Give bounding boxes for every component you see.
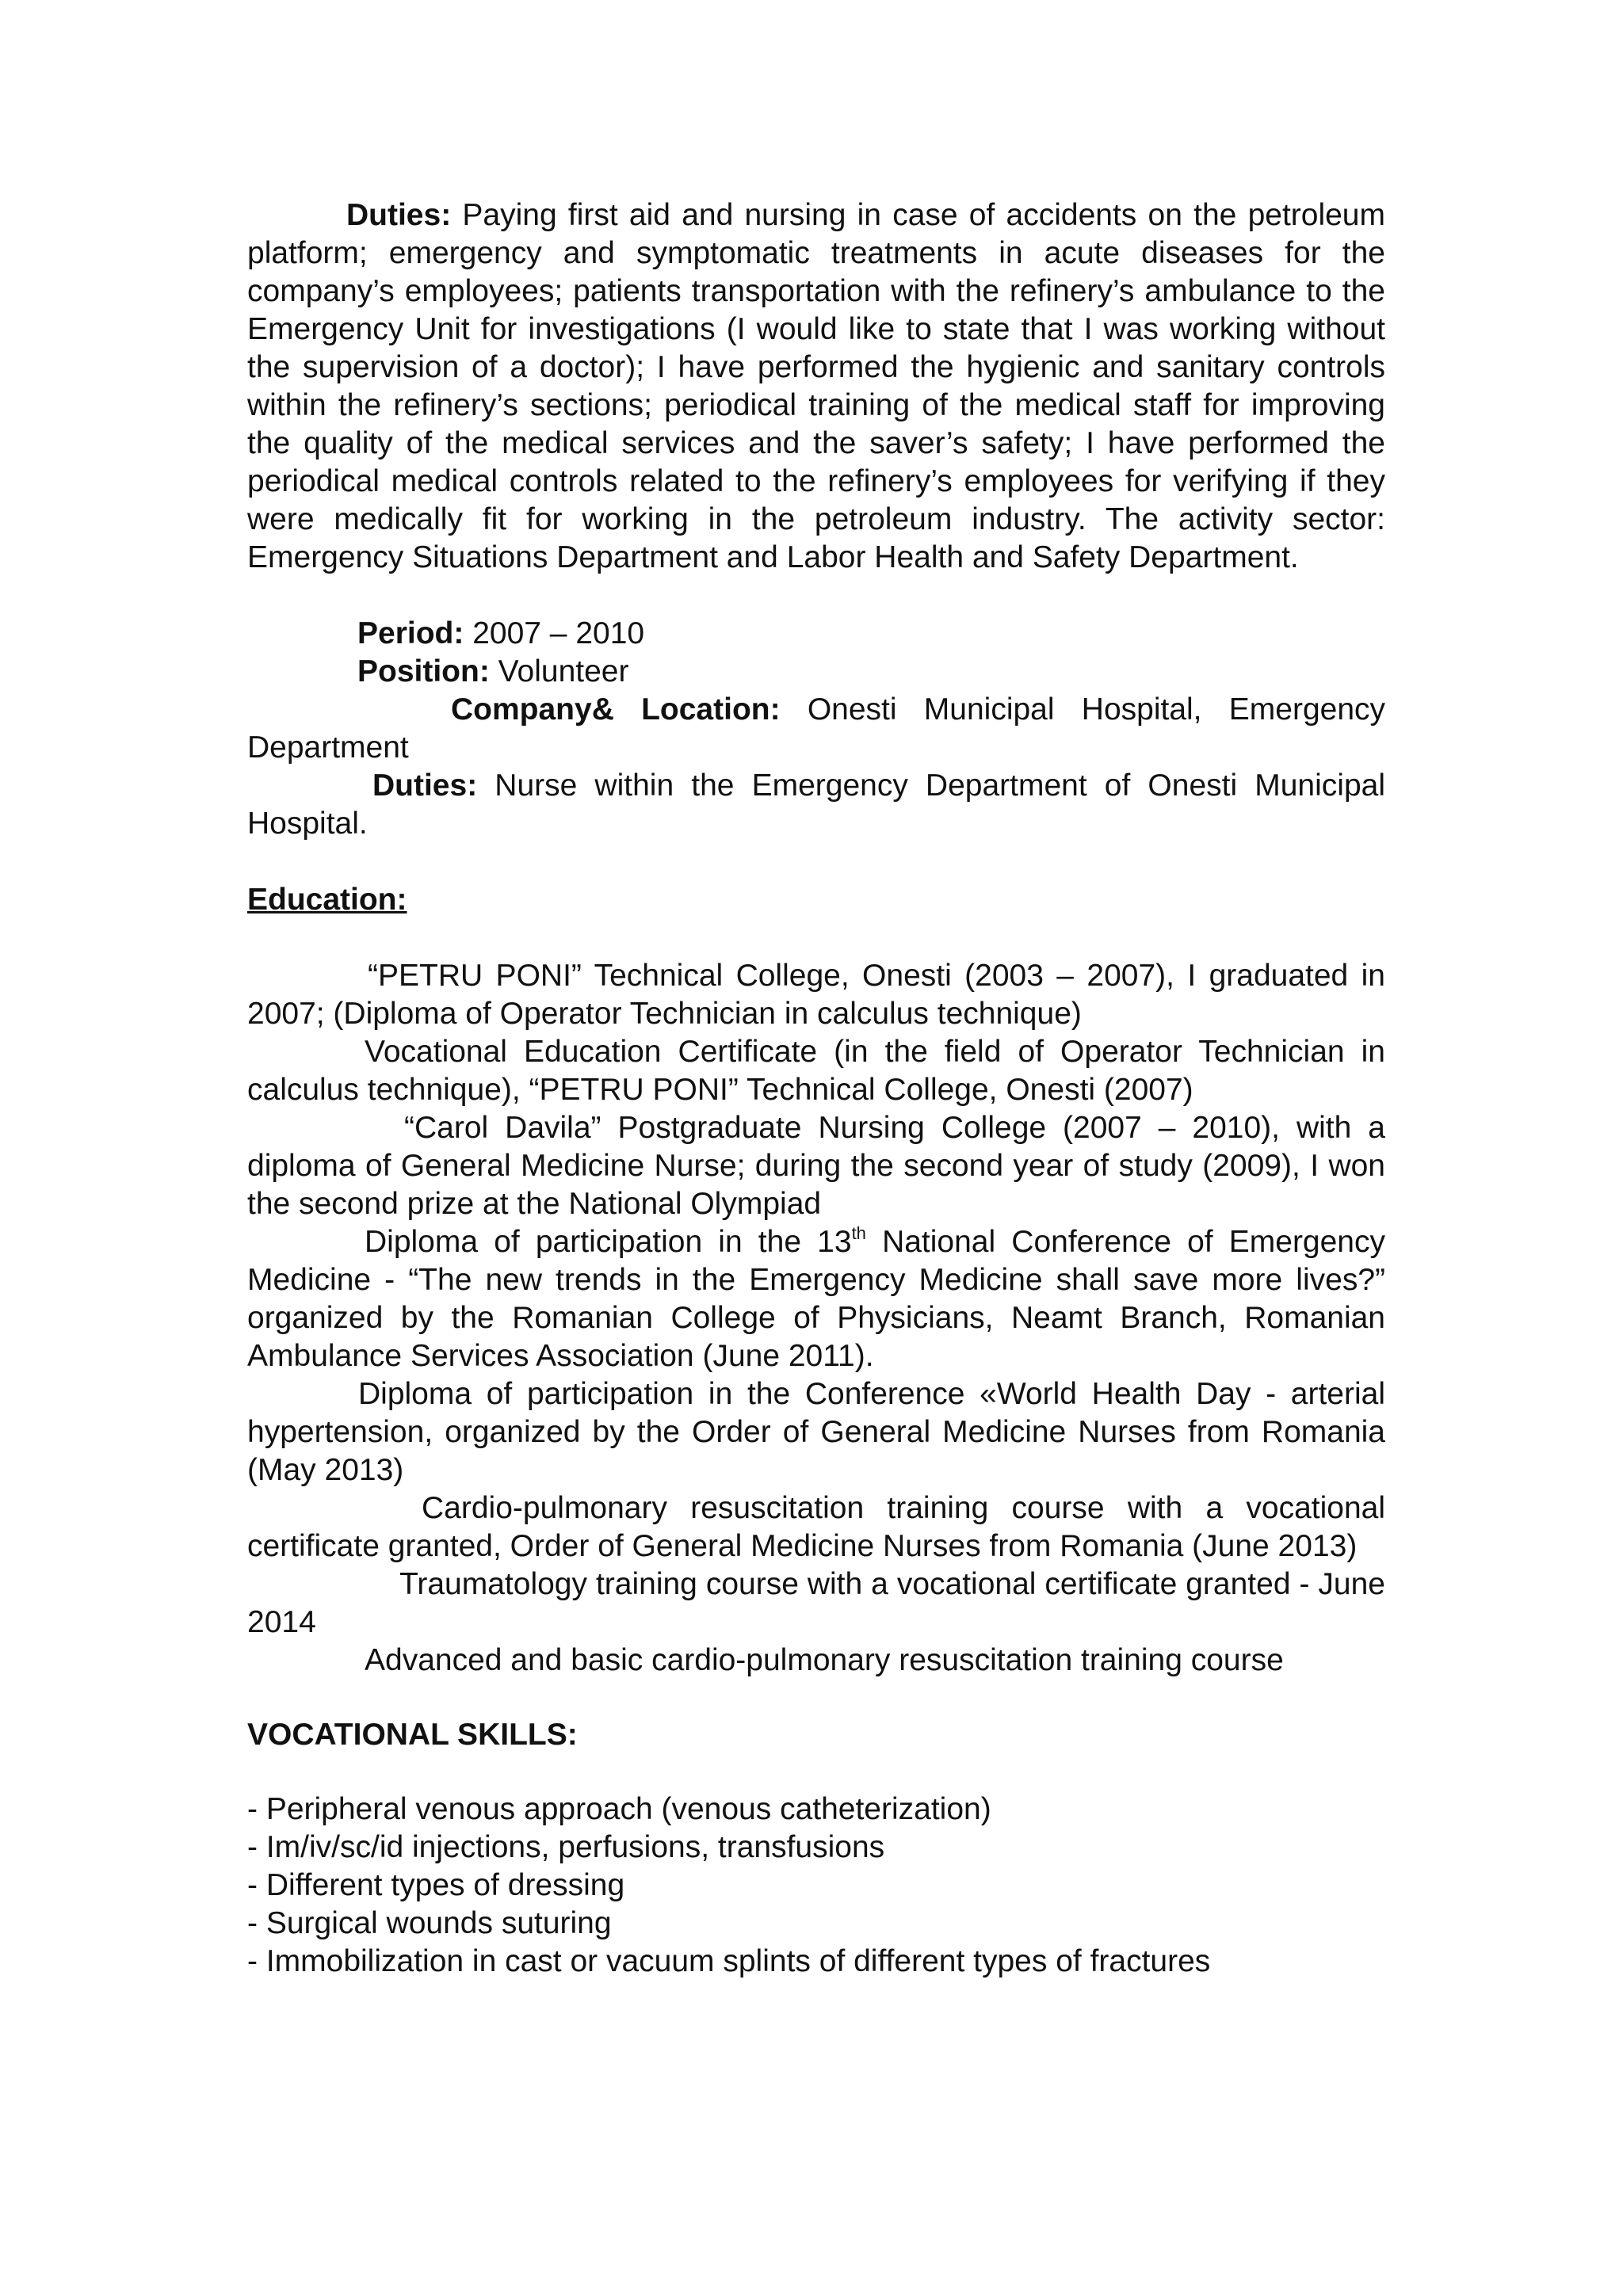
education-list (247, 957, 1385, 1680)
period-label: Period: (357, 616, 464, 650)
company-value: Onesti Municipal Hospital, Emergency Department (247, 692, 1386, 765)
education-item: Diploma of participation in the Conference «World Health Day - arterial hypertension, organized by the Order of General Medicine Nurses from Romania (May 2013) (247, 1377, 1385, 1487)
job-duties-line (247, 767, 1385, 843)
position-line (247, 653, 1385, 691)
skills-heading: VOCATIONAL SKILLS: (247, 1718, 578, 1752)
education-item: Traumatology training course with a vocational certificate granted - June 2014 (247, 1567, 1385, 1639)
skills-list (247, 1791, 1385, 1981)
skill-item: - Im/iv/sc/id injections, perfusions, transfusions (247, 1830, 885, 1864)
document-page (247, 196, 1385, 1981)
education-item-text: Diploma of participation in the 13 (365, 1225, 852, 1259)
period-value: 2007 – 2010 (464, 616, 645, 650)
duties-label: Duties: (346, 198, 452, 232)
duties-paragraph (247, 196, 1385, 577)
education-item: Advanced and basic cardio-pulmonary resuscitation training course (365, 1643, 1284, 1677)
skill-item: - Peripheral venous approach (venous catheterization) (247, 1792, 991, 1826)
company-label: Company& Location: (451, 692, 781, 727)
duties-text: Paying first aid and nursing in case of accidents on the petroleum platform; emergency and symptomatic treatments in acute diseases for the company’s employees; patients transportation with the refinery’s ambulance to the Emergency Unit for investigations (I would like to state that I was working without the supervision of a doctor); I have performed the hygienic and sanitary controls within the refinery’s sections; periodical training of the medical staff for improving the quality of the medical services and the saver’s safety; I have performed the periodical medical controls related to the refinery’s employees for verifying if they were medically fit for working in the petroleum industry. The activity sector: Emergency Situations Department and Labor Health and Safety Department. (247, 198, 1385, 574)
education-item: Vocational Education Certificate (in the field of Operator Technician in calculus technique), “PETRU PONI” Technical College, Onesti (2007) (247, 1035, 1385, 1107)
job-entry (247, 615, 1385, 843)
ordinal-suffix: th (851, 1223, 866, 1243)
education-heading: Education: (247, 883, 407, 917)
job-duties-value: Nurse within the Emergency Department of Onesti Municipal Hospital. (247, 769, 1385, 841)
skill-item: - Surgical wounds suturing (247, 1906, 612, 1940)
education-item (247, 1223, 1385, 1375)
position-value: Volunteer (489, 654, 629, 688)
education-item: Cardio-pulmonary resuscitation training course with a vocational certificate granted, Order of General Medicine Nurses from Romania (June 2013) (247, 1491, 1385, 1563)
education-item: “Carol Davila” Postgraduate Nursing College (2007 – 2010), with a diploma of General Medicine Nurse; during the second year of study (2009), I won the second prize at the National Olympiad (247, 1111, 1385, 1221)
company-line (247, 691, 1385, 767)
skill-item: - Different types of dressing (247, 1868, 625, 1902)
position-label: Position: (357, 654, 490, 688)
period-line (247, 615, 1385, 653)
skill-item: - Immobilization in cast or vacuum splints of different types of fractures (247, 1944, 1211, 1978)
education-item-text: National Conference of Emergency Medicine - “The new trends in the Emergency Medicine shall save more lives?” organized by the Romanian College of Physicians, Neamt Branch, Romanian Ambulance Services Association (June 2011). (247, 1225, 1385, 1373)
job-duties-label: Duties: (372, 769, 478, 803)
education-item: “PETRU PONI” Technical College, Onesti (2003 – 2007), I graduated in 2007; (Diploma of Operator Technician in calculus technique) (247, 959, 1385, 1031)
